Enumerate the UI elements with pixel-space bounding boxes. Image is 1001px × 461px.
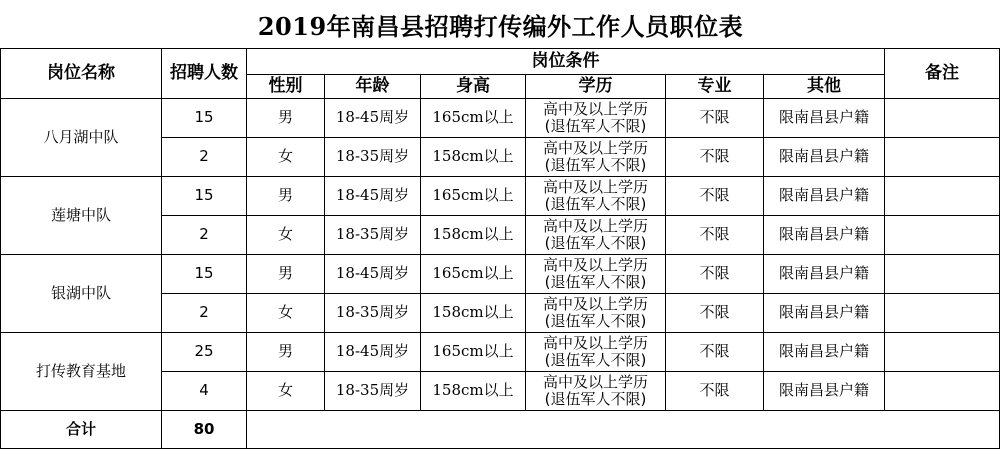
- gender-cell: 男: [247, 255, 325, 294]
- header-major: 专业: [666, 75, 764, 99]
- header-remarks: 备注: [885, 49, 1000, 99]
- age-cell: 18-35周岁: [325, 294, 421, 333]
- height-cell: 158cm以上: [421, 216, 526, 255]
- header-position: 岗位名称: [1, 49, 162, 99]
- education-line: 高中及以上学历: [542, 373, 648, 391]
- hire-count: 2: [162, 216, 247, 255]
- education-line: 高中及以上学历: [542, 256, 648, 274]
- major-cell: 不限: [666, 99, 764, 138]
- total-blank: [247, 411, 1000, 449]
- age-cell: 18-35周岁: [325, 372, 421, 411]
- height-cell: 165cm以上: [421, 177, 526, 216]
- other-cell: 限南昌县户籍: [764, 177, 885, 216]
- remarks-cell: [885, 177, 1000, 216]
- education-note: (退伍军人不限): [544, 351, 647, 369]
- gender-cell: 男: [247, 99, 325, 138]
- education-cell: [526, 216, 666, 255]
- education-cell: [526, 177, 666, 216]
- positions-table: [0, 48, 1000, 449]
- education-note: (退伍军人不限): [544, 273, 647, 291]
- remarks-cell: [885, 372, 1000, 411]
- header-gender: 性别: [247, 75, 325, 99]
- age-cell: 18-45周岁: [325, 177, 421, 216]
- hire-count: 4: [162, 372, 247, 411]
- education-cell: [526, 333, 666, 372]
- age-cell: 18-45周岁: [325, 255, 421, 294]
- height-cell: 165cm以上: [421, 333, 526, 372]
- gender-cell: 男: [247, 177, 325, 216]
- hire-count: 2: [162, 294, 247, 333]
- height-cell: 165cm以上: [421, 99, 526, 138]
- education-cell: [526, 99, 666, 138]
- gender-cell: 女: [247, 294, 325, 333]
- table-row: [1, 255, 1000, 294]
- education-line: 高中及以上学历: [542, 217, 648, 235]
- height-cell: 158cm以上: [421, 294, 526, 333]
- total-row: [1, 411, 1000, 449]
- height-cell: 158cm以上: [421, 138, 526, 177]
- education-line: 高中及以上学历: [542, 334, 648, 352]
- header-education: 学历: [526, 75, 666, 99]
- table-row: [1, 333, 1000, 372]
- header-height: 身高: [421, 75, 526, 99]
- other-cell: 限南昌县户籍: [764, 99, 885, 138]
- table-row: [1, 99, 1000, 138]
- education-line: 高中及以上学历: [542, 295, 648, 313]
- major-cell: 不限: [666, 294, 764, 333]
- total-label: 合计: [1, 411, 162, 449]
- education-cell: [526, 294, 666, 333]
- education-note: (退伍军人不限): [544, 195, 647, 213]
- age-cell: 18-35周岁: [325, 138, 421, 177]
- major-cell: 不限: [666, 372, 764, 411]
- education-line: 高中及以上学历: [542, 100, 648, 118]
- height-cell: 158cm以上: [421, 372, 526, 411]
- education-note: (退伍军人不限): [544, 156, 647, 174]
- total-value: 80: [162, 411, 247, 449]
- hire-count: 15: [162, 255, 247, 294]
- remarks-cell: [885, 216, 1000, 255]
- education-cell: [526, 255, 666, 294]
- education-note: (退伍军人不限): [544, 117, 647, 135]
- education-note: (退伍军人不限): [544, 390, 647, 408]
- major-cell: 不限: [666, 177, 764, 216]
- other-cell: 限南昌县户籍: [764, 333, 885, 372]
- education-cell: [526, 138, 666, 177]
- education-note: (退伍军人不限): [544, 234, 647, 252]
- remarks-cell: [885, 99, 1000, 138]
- age-cell: 18-45周岁: [325, 333, 421, 372]
- education-cell: [526, 372, 666, 411]
- remarks-cell: [885, 333, 1000, 372]
- gender-cell: 女: [247, 372, 325, 411]
- other-cell: 限南昌县户籍: [764, 255, 885, 294]
- major-cell: 不限: [666, 255, 764, 294]
- other-cell: 限南昌县户籍: [764, 138, 885, 177]
- hire-count: 2: [162, 138, 247, 177]
- other-cell: 限南昌县户籍: [764, 216, 885, 255]
- position-name: 莲塘中队: [1, 177, 162, 255]
- position-name: 八月湖中队: [1, 99, 162, 177]
- page-title: 2019年南昌县招聘打传编外工作人员职位表: [257, 11, 744, 41]
- gender-cell: 女: [247, 216, 325, 255]
- gender-cell: 男: [247, 333, 325, 372]
- education-note: (退伍军人不限): [544, 312, 647, 330]
- hire-count: 25: [162, 333, 247, 372]
- major-cell: 不限: [666, 216, 764, 255]
- major-cell: 不限: [666, 333, 764, 372]
- other-cell: 限南昌县户籍: [764, 372, 885, 411]
- position-name: 打传教育基地: [1, 333, 162, 411]
- hire-count: 15: [162, 177, 247, 216]
- remarks-cell: [885, 255, 1000, 294]
- hire-count: 15: [162, 99, 247, 138]
- major-cell: 不限: [666, 138, 764, 177]
- education-line: 高中及以上学历: [542, 178, 648, 196]
- header-other: 其他: [764, 75, 885, 99]
- table-row: [1, 177, 1000, 216]
- position-name: 银湖中队: [1, 255, 162, 333]
- gender-cell: 女: [247, 138, 325, 177]
- header-count: 招聘人数: [162, 49, 247, 99]
- education-line: 高中及以上学历: [542, 139, 648, 157]
- header-row: [1, 49, 1000, 75]
- height-cell: 165cm以上: [421, 255, 526, 294]
- header-conditions: 岗位条件: [247, 49, 885, 75]
- other-cell: 限南昌县户籍: [764, 294, 885, 333]
- header-age: 年龄: [325, 75, 421, 99]
- remarks-cell: [885, 138, 1000, 177]
- age-cell: 18-35周岁: [325, 216, 421, 255]
- age-cell: 18-45周岁: [325, 99, 421, 138]
- remarks-cell: [885, 294, 1000, 333]
